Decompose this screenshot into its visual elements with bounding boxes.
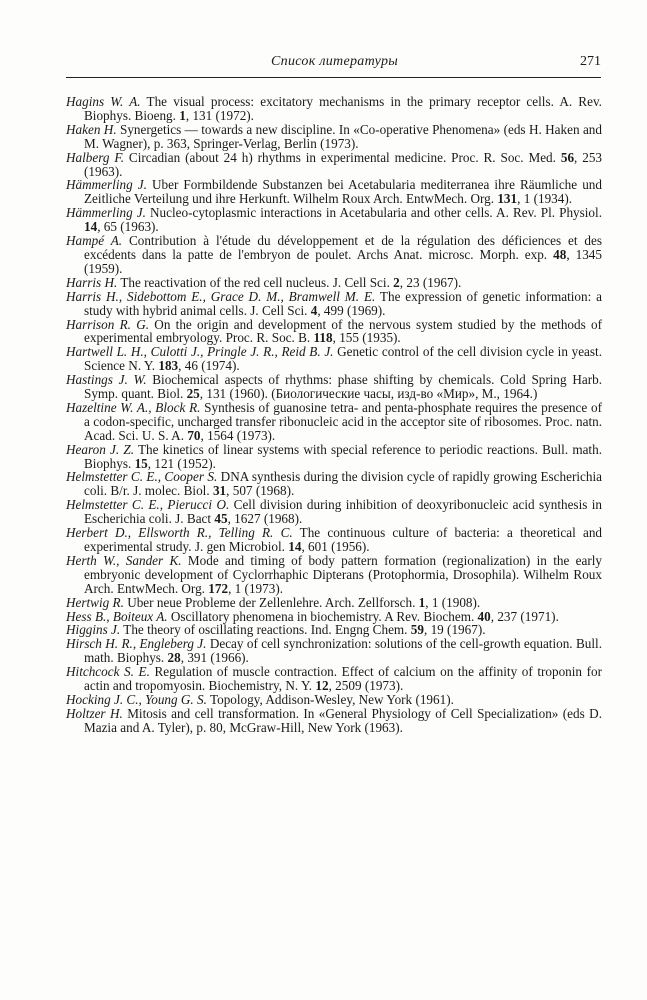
reference-tail: , 237 (1971). [490, 608, 559, 624]
reference-authors: Hampé A. [66, 233, 123, 249]
reference-authors: Hocking J. C., Young G. S. [66, 691, 207, 707]
reference-text: Contribution à l'étude du développement et de la régulation des déficiences et des excédents dans la patte de l'embryon de poulet. Archs Anat. microsc. Morph. exp. [84, 233, 602, 262]
reference-entry [66, 373, 602, 401]
reference-volume: 59 [410, 622, 424, 638]
reference-authors: Helmstetter C. E., Cooper S. [66, 469, 218, 485]
reference-volume: 28 [167, 650, 181, 666]
reference-text: The continuous culture of bacteria: a theoretical and experimental strudy. J. gen Microbiol. [84, 525, 603, 554]
reference-authors: Herth W., Sander K. [66, 552, 182, 568]
page-number: 271 [580, 54, 601, 69]
reference-authors: Hagins W. A. [66, 94, 141, 109]
page-header [66, 54, 601, 76]
reference-volume: 70 [187, 427, 201, 443]
reference-entry [66, 596, 602, 610]
reference-entry [66, 498, 602, 526]
reference-entry [66, 276, 602, 290]
reference-tail: , 391 (1966). [180, 650, 249, 666]
reference-tail: , 507 (1968). [226, 483, 295, 499]
reference-authors: Herbert D., Ellsworth R., Telling R. C. [66, 525, 293, 541]
reference-authors: Harris H. [66, 274, 118, 290]
reference-text: Circadian (about 24 h) rhythms in experimental medicine. Proc. R. Soc. Med. [124, 149, 561, 165]
reference-text: Topology, Addison-Wesley, New York (1961). [206, 691, 454, 707]
reference-volume: 12 [315, 678, 329, 694]
reference-text: Uber neue Probleme der Zellenlehre. Arch. Zellforsch. [123, 594, 419, 610]
reference-volume: 1 [418, 594, 426, 610]
reference-authors: Halberg F. [66, 149, 125, 165]
reference-text: Mitosis and cell transformation. In «General Physiology of Cell Specialization» (eds D. Mazia and A. Tyler), p. 80, McGraw-Hill, New York (1963). [84, 705, 602, 735]
reference-volume: 131 [497, 191, 518, 207]
reference-volume: 2 [393, 274, 400, 290]
reference-tail: , 23 (1967). [399, 274, 462, 290]
reference-text: Genetic control of the cell division cycle in yeast. Science N. Y. [84, 344, 602, 374]
reference-tail: , 65 (1963). [97, 219, 159, 235]
reference-entry [66, 470, 602, 498]
reference-authors: Hess B., Boiteux A. [66, 608, 168, 624]
reference-tail: , 253 (1963). [84, 149, 603, 179]
reference-authors: Haken H. [66, 121, 117, 137]
reference-volume: 45 [214, 511, 228, 527]
reference-volume: 15 [134, 455, 148, 471]
reference-authors: Harrison R. G. [66, 316, 150, 332]
reference-volume: 118 [313, 330, 333, 346]
reference-tail: , 2509 (1973). [328, 678, 404, 694]
reference-volume: 14 [84, 219, 98, 235]
reference-entry [66, 345, 602, 373]
reference-text: Oscillatory phenomena in biochemistry. A Rev. Biochem. [167, 608, 478, 624]
reference-tail: , 1 (1908). [425, 594, 481, 610]
reference-authors: Hirsch H. R., Engleberg J. [66, 636, 207, 652]
reference-volume: 14 [288, 539, 302, 554]
reference-entry [66, 95, 602, 123]
reference-text: Synthesis of guanosine tetra- and penta-phosphate requires the presence of a codon-specific, uncharged transfer ribonucleic acid in the acceptor site of ribosomes. Proc. natn. Acad. Sci. U. S. A. [84, 399, 602, 443]
reference-tail: , 19 (1967). [423, 622, 486, 638]
reference-authors: Hastings J. W. [66, 372, 147, 388]
reference-text: Decay of cell synchronization: solutions of the cell-growth equation. Bull. math. Biophys. [84, 636, 602, 666]
reference-authors: Hämmerling J. [66, 177, 147, 193]
reference-text: The reactivation of the red cell nucleus. J. Cell Sci. [117, 274, 394, 290]
reference-authors: Hazeltine W. A., Block R. [66, 399, 201, 415]
reference-authors: Helmstetter C. E., Pierucci O. [66, 497, 230, 513]
reference-text: Synergetics — towards a new discipline. In «Co-operative Phenomena» (eds H. Haken and M. Wagner), p. 363, Springer-Verlag, Berlin (1973). [84, 121, 602, 151]
reference-tail: , 1 (1973). [228, 580, 284, 596]
reference-authors: Holtzer H. [66, 705, 123, 721]
reference-entry [66, 443, 602, 471]
reference-text: The kinetics of linear systems with special reference to periodic reactions. Bull. math. Biophys. [84, 441, 602, 471]
reference-text: The visual process: excitatory mechanisms in the primary receptor cells. A. Rev. Biophys. Bioeng. [84, 94, 602, 123]
reference-entry [66, 151, 602, 179]
reference-tail: , 1627 (1968). [227, 511, 303, 527]
reference-tail: , 499 (1969). [317, 302, 386, 318]
reference-tail: , 46 (1974). [178, 358, 240, 374]
reference-text: Uber Formbildende Substanzen bei Acetabularia mediterranea ihre Räumliche und Zeitliche Verteilung und ihre Herkunft. Wilhelm Roux Arch. EntwMech. Org. [84, 177, 602, 207]
reference-tail: , 1345 (1959). [84, 246, 602, 276]
reference-volume: 1 [179, 107, 186, 123]
reference-entry [66, 206, 602, 234]
reference-authors: Harris H., Sidebottom E., Grace D. M., Bramwell M. E. [66, 288, 376, 304]
reference-tail: , 131 (1960). (Биологические часы, изд-во «Мир», М., 1964.) [199, 386, 538, 402]
reference-text: The theory of oscillating reactions. Ind. Engng Chem. [120, 622, 411, 638]
reference-tail: , 1 (1934). [517, 191, 573, 207]
reference-entry [66, 610, 602, 624]
reference-entry [66, 178, 602, 206]
reference-entry [66, 526, 602, 554]
reference-text: Mode and timing of body pattern formation (regionalization) in the early embryonic development of Cyclorrhaphic Dipterans (Protophormia, Drosophila). Wilhelm Roux Arch. EntwMech. Org. [84, 552, 602, 596]
reference-tail: , 601 (1956). [301, 539, 370, 554]
reference-entry [66, 554, 602, 596]
reference-authors: Hertwig R. [66, 594, 124, 610]
reference-authors: Higgins J. [66, 622, 121, 638]
reference-volume: 172 [208, 580, 229, 596]
reference-entry [66, 637, 602, 665]
reference-authors: Hearon J. Z. [66, 441, 135, 457]
running-title: Список литературы [271, 54, 399, 69]
reference-text: Nucleo-cytoplasmic interactions in Acetabularia and other cells. A. Rev. Pl. Physiol. [145, 205, 602, 221]
reference-authors: Hartwell L. H., Culotti J., Pringle J. R., Reid B. J. [66, 344, 334, 360]
reference-tail: , 131 (1972). [185, 107, 254, 123]
reference-tail: , 121 (1952). [147, 455, 216, 471]
reference-authors: Hitchcock S. E. [66, 664, 150, 680]
reference-volume: 183 [158, 358, 179, 374]
reference-tail: , 1564 (1973). [200, 427, 276, 443]
reference-volume: 25 [186, 386, 200, 402]
reference-text: Biochemical aspects of rhythms: phase shifting by chemicals. Cold Spring Harb. Symp. quant. Biol. [84, 372, 602, 402]
reference-authors: Hämmerling J. [66, 205, 146, 221]
reference-entry [66, 318, 602, 346]
reference-text: Cell division during inhibition of deoxyribonucleic acid synthesis in Escherichia coli. J. Bact [84, 497, 602, 527]
reference-text: The expression of genetic information: a study with hybrid animal cells. J. Cell Sci. [84, 288, 602, 318]
reference-text: DNA synthesis during the division cycle of rapidly growing Escherichia coli. B/r. J. molec. Biol. [84, 469, 603, 499]
header-rule [66, 77, 601, 78]
reference-volume: 31 [212, 483, 227, 499]
reference-entry [66, 693, 602, 707]
reference-volume: 4 [310, 302, 318, 318]
reference-list [66, 95, 602, 735]
reference-volume: 48 [553, 246, 567, 262]
reference-tail: , 155 (1935). [332, 330, 401, 346]
reference-text: Regulation of muscle contraction. Effect of calcium on the affinity of troponin for actin and tropomyosin. Biochemistry, N. Y. [84, 664, 602, 694]
reference-text: On the origin and development of the nervous system studied by the methods of experimental embryology. Proc. R. Soc. B. [84, 316, 602, 346]
reference-entry [66, 290, 602, 318]
reference-entry [66, 623, 602, 637]
reference-entry [66, 665, 602, 693]
reference-volume: 40 [477, 608, 491, 624]
reference-entry [66, 401, 602, 443]
reference-volume: 56 [560, 149, 575, 165]
reference-entry [66, 234, 602, 276]
reference-entry [66, 123, 602, 151]
reference-entry [66, 707, 602, 735]
